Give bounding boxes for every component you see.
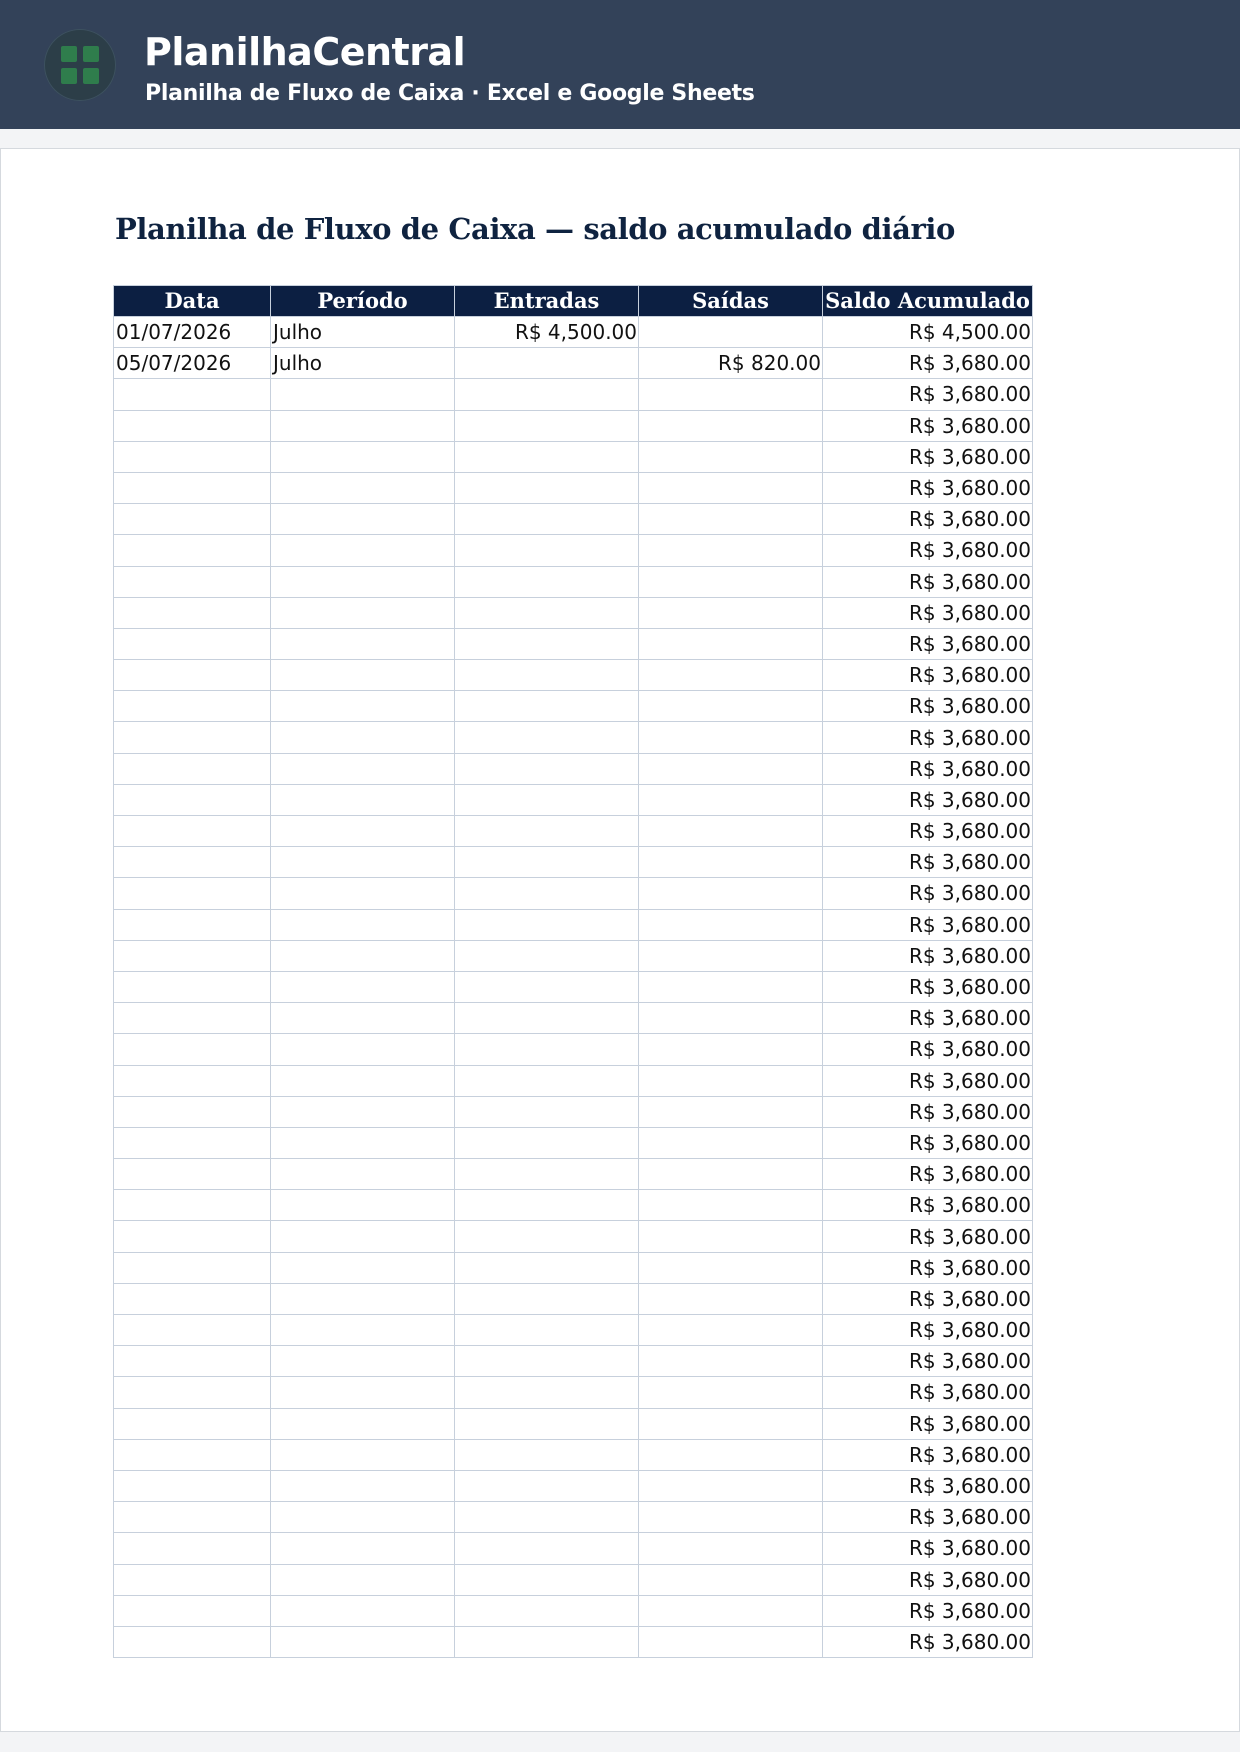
cell-saldo-acumulado[interactable]: R$ 3,680.00: [823, 1315, 1033, 1346]
cell-saidas[interactable]: [639, 1595, 823, 1626]
cell-saldo-acumulado[interactable]: R$ 3,680.00: [823, 1470, 1033, 1501]
cell-data[interactable]: [114, 1065, 271, 1096]
cell-saidas[interactable]: [639, 1626, 823, 1657]
cell-saldo-acumulado[interactable]: R$ 3,680.00: [823, 691, 1033, 722]
cell-periodo[interactable]: [271, 1221, 455, 1252]
cell-data[interactable]: [114, 472, 271, 503]
cell-saldo-acumulado[interactable]: R$ 3,680.00: [823, 472, 1033, 503]
cell-periodo[interactable]: [271, 504, 455, 535]
table-row: [114, 753, 1033, 784]
cell-data[interactable]: [114, 1315, 271, 1346]
table-row: [114, 317, 1033, 348]
cell-entradas[interactable]: [455, 1377, 639, 1408]
cell-periodo[interactable]: [271, 1034, 455, 1065]
cell-data[interactable]: [114, 1439, 271, 1470]
cell-data[interactable]: [114, 971, 271, 1002]
table-row: [114, 535, 1033, 566]
cell-periodo[interactable]: [271, 441, 455, 472]
cell-data[interactable]: [114, 1159, 271, 1190]
cell-saldo-acumulado[interactable]: R$ 3,680.00: [823, 441, 1033, 472]
cell-saidas[interactable]: [639, 784, 823, 815]
cell-saldo-acumulado[interactable]: R$ 3,680.00: [823, 1564, 1033, 1595]
table-row: [114, 1096, 1033, 1127]
cell-periodo[interactable]: [271, 1408, 455, 1439]
cell-periodo[interactable]: [271, 1502, 455, 1533]
cell-saldo-acumulado[interactable]: R$ 4,500.00: [823, 317, 1033, 348]
cell-saidas[interactable]: [639, 1159, 823, 1190]
cell-data[interactable]: [114, 1470, 271, 1501]
table-body: [114, 317, 1033, 1658]
cell-data[interactable]: [114, 1502, 271, 1533]
table-row: [114, 1283, 1033, 1314]
cell-saidas[interactable]: [639, 410, 823, 441]
cell-saldo-acumulado[interactable]: R$ 3,680.00: [823, 1408, 1033, 1439]
cell-periodo[interactable]: [271, 847, 455, 878]
cell-data[interactable]: [114, 1533, 271, 1564]
cell-saidas[interactable]: [639, 535, 823, 566]
cell-periodo[interactable]: [271, 1626, 455, 1657]
table-row: [114, 1626, 1033, 1657]
cell-saidas[interactable]: [639, 1533, 823, 1564]
cell-periodo[interactable]: [271, 816, 455, 847]
cell-entradas[interactable]: [455, 1408, 639, 1439]
cell-data[interactable]: [114, 784, 271, 815]
cell-data[interactable]: [114, 535, 271, 566]
cell-entradas[interactable]: [455, 1221, 639, 1252]
cell-entradas[interactable]: [455, 1470, 639, 1501]
cell-periodo[interactable]: [271, 1252, 455, 1283]
cell-periodo[interactable]: [271, 597, 455, 628]
cell-entradas[interactable]: [455, 1252, 639, 1283]
cell-entradas[interactable]: [455, 1034, 639, 1065]
cell-data[interactable]: [114, 909, 271, 940]
cell-periodo[interactable]: [271, 379, 455, 410]
cell-periodo[interactable]: [271, 1190, 455, 1221]
cell-entradas[interactable]: [455, 472, 639, 503]
cell-saidas[interactable]: [639, 566, 823, 597]
cell-entradas[interactable]: [455, 816, 639, 847]
cell-data[interactable]: [114, 1626, 271, 1657]
cell-saldo-acumulado[interactable]: R$ 3,680.00: [823, 1626, 1033, 1657]
cell-saidas[interactable]: [639, 940, 823, 971]
cell-saidas[interactable]: [639, 971, 823, 1002]
cell-saidas[interactable]: [639, 441, 823, 472]
table-row: [114, 504, 1033, 535]
cell-data[interactable]: [114, 660, 271, 691]
table-row: [114, 1377, 1033, 1408]
cell-entradas[interactable]: [455, 909, 639, 940]
table-row: [114, 1408, 1033, 1439]
cell-periodo[interactable]: [271, 691, 455, 722]
cell-periodo[interactable]: [271, 753, 455, 784]
cell-data[interactable]: [114, 691, 271, 722]
cell-saldo-acumulado[interactable]: R$ 3,680.00: [823, 753, 1033, 784]
cell-entradas[interactable]: [455, 784, 639, 815]
cell-saldo-acumulado[interactable]: R$ 3,680.00: [823, 1533, 1033, 1564]
cell-data[interactable]: [114, 847, 271, 878]
cell-saldo-acumulado[interactable]: R$ 3,680.00: [823, 660, 1033, 691]
cell-entradas[interactable]: [455, 1595, 639, 1626]
cell-entradas[interactable]: [455, 1502, 639, 1533]
cell-saldo-acumulado[interactable]: R$ 3,680.00: [823, 784, 1033, 815]
table-row: [114, 1252, 1033, 1283]
cell-saidas[interactable]: [639, 1065, 823, 1096]
cell-saidas[interactable]: [639, 1221, 823, 1252]
cell-entradas[interactable]: [455, 1439, 639, 1470]
table-row: [114, 1564, 1033, 1595]
table-row: [114, 878, 1033, 909]
table-row: [114, 909, 1033, 940]
cell-saidas[interactable]: [639, 1439, 823, 1470]
column-header-saldo-acumulado: Saldo Acumulado: [823, 286, 1033, 317]
brand-name: PlanilhaCentral: [144, 30, 466, 74]
cell-saldo-acumulado[interactable]: R$ 3,680.00: [823, 1346, 1033, 1377]
cell-data[interactable]: [114, 1127, 271, 1158]
cell-periodo[interactable]: [271, 628, 455, 659]
table-row: [114, 1221, 1033, 1252]
cell-periodo[interactable]: [271, 535, 455, 566]
table-row: [114, 660, 1033, 691]
table-row: [114, 379, 1033, 410]
cell-periodo[interactable]: [271, 1439, 455, 1470]
cell-periodo[interactable]: [271, 1315, 455, 1346]
cell-data[interactable]: [114, 1283, 271, 1314]
cell-entradas[interactable]: [455, 348, 639, 379]
cell-periodo[interactable]: [271, 1595, 455, 1626]
cell-periodo[interactable]: [271, 1159, 455, 1190]
table-row: [114, 472, 1033, 503]
cell-entradas[interactable]: [455, 847, 639, 878]
table-row: [114, 441, 1033, 472]
cell-entradas[interactable]: [455, 1159, 639, 1190]
cell-entradas[interactable]: [455, 1096, 639, 1127]
column-header-periodo: Período: [271, 286, 455, 317]
cell-data[interactable]: 05/07/2026: [114, 348, 271, 379]
cell-saidas[interactable]: [639, 1034, 823, 1065]
cell-saldo-acumulado[interactable]: R$ 3,680.00: [823, 410, 1033, 441]
cell-saidas[interactable]: [639, 1408, 823, 1439]
cell-periodo[interactable]: [271, 940, 455, 971]
table-header-row: [114, 286, 1033, 317]
cell-saldo-acumulado[interactable]: R$ 3,680.00: [823, 847, 1033, 878]
cell-saldo-acumulado[interactable]: R$ 3,680.00: [823, 379, 1033, 410]
cell-entradas[interactable]: [455, 722, 639, 753]
cell-data[interactable]: [114, 1252, 271, 1283]
cell-data[interactable]: [114, 410, 271, 441]
cell-periodo[interactable]: [271, 1065, 455, 1096]
cell-entradas[interactable]: [455, 971, 639, 1002]
cell-data[interactable]: [114, 1564, 271, 1595]
cell-saidas[interactable]: [639, 878, 823, 909]
table-row: [114, 1315, 1033, 1346]
cell-saidas[interactable]: [639, 1377, 823, 1408]
cell-periodo[interactable]: [271, 1470, 455, 1501]
table-row: [114, 1346, 1033, 1377]
cell-entradas[interactable]: [455, 1626, 639, 1657]
cell-periodo[interactable]: [271, 1564, 455, 1595]
cell-data[interactable]: [114, 566, 271, 597]
cell-saldo-acumulado[interactable]: R$ 3,680.00: [823, 1439, 1033, 1470]
cell-periodo[interactable]: Julho: [271, 317, 455, 348]
cell-saldo-acumulado[interactable]: R$ 3,680.00: [823, 1502, 1033, 1533]
column-header-saidas: Saídas: [639, 286, 823, 317]
cell-entradas[interactable]: [455, 878, 639, 909]
cell-saldo-acumulado[interactable]: R$ 3,680.00: [823, 878, 1033, 909]
cell-saidas[interactable]: R$ 820.00: [639, 348, 823, 379]
cell-entradas[interactable]: [455, 1283, 639, 1314]
column-header-data: Data: [114, 286, 271, 317]
cell-saldo-acumulado[interactable]: R$ 3,680.00: [823, 1252, 1033, 1283]
cell-saldo-acumulado[interactable]: R$ 3,680.00: [823, 1595, 1033, 1626]
cell-data[interactable]: [114, 1595, 271, 1626]
cell-periodo[interactable]: [271, 566, 455, 597]
cell-saidas[interactable]: [639, 1127, 823, 1158]
cell-saidas[interactable]: [639, 317, 823, 348]
cell-data[interactable]: [114, 1003, 271, 1034]
table-row: [114, 722, 1033, 753]
cell-saldo-acumulado[interactable]: R$ 3,680.00: [823, 566, 1033, 597]
cell-saldo-acumulado[interactable]: R$ 3,680.00: [823, 597, 1033, 628]
cell-periodo[interactable]: [271, 1127, 455, 1158]
cell-data[interactable]: [114, 628, 271, 659]
cell-periodo[interactable]: [271, 410, 455, 441]
cell-saidas[interactable]: [639, 1096, 823, 1127]
cell-entradas[interactable]: [455, 1346, 639, 1377]
table-row: [114, 971, 1033, 1002]
document-sheet: [0, 148, 1240, 1732]
cell-saidas[interactable]: [639, 1283, 823, 1314]
cell-entradas[interactable]: [455, 441, 639, 472]
cell-data[interactable]: [114, 1346, 271, 1377]
cell-saldo-acumulado[interactable]: R$ 3,680.00: [823, 628, 1033, 659]
cell-saidas[interactable]: [639, 472, 823, 503]
cell-periodo[interactable]: [271, 1346, 455, 1377]
cell-entradas[interactable]: [455, 1003, 639, 1034]
table-row: [114, 940, 1033, 971]
table-row: [114, 1034, 1033, 1065]
table-row: [114, 1439, 1033, 1470]
cell-periodo[interactable]: [271, 1533, 455, 1564]
cell-saldo-acumulado[interactable]: R$ 3,680.00: [823, 1159, 1033, 1190]
cell-saidas[interactable]: [639, 1003, 823, 1034]
cell-saidas[interactable]: [639, 660, 823, 691]
cell-entradas[interactable]: [455, 940, 639, 971]
cell-saldo-acumulado[interactable]: R$ 3,680.00: [823, 348, 1033, 379]
cell-entradas[interactable]: R$ 4,500.00: [455, 317, 639, 348]
cell-saidas[interactable]: [639, 1315, 823, 1346]
cell-entradas[interactable]: [455, 628, 639, 659]
cell-data[interactable]: [114, 1096, 271, 1127]
cell-data[interactable]: [114, 504, 271, 535]
cell-saldo-acumulado[interactable]: R$ 3,680.00: [823, 816, 1033, 847]
table-row: [114, 1065, 1033, 1096]
cell-saidas[interactable]: [639, 847, 823, 878]
cell-data[interactable]: [114, 441, 271, 472]
cell-data[interactable]: [114, 379, 271, 410]
cell-periodo[interactable]: [271, 472, 455, 503]
cell-saidas[interactable]: [639, 1252, 823, 1283]
cell-saldo-acumulado[interactable]: R$ 3,680.00: [823, 722, 1033, 753]
spreadsheet-grid-icon: [44, 29, 116, 101]
cell-entradas[interactable]: [455, 1564, 639, 1595]
cell-entradas[interactable]: [455, 660, 639, 691]
cell-saldo-acumulado[interactable]: R$ 3,680.00: [823, 1127, 1033, 1158]
cell-saldo-acumulado[interactable]: R$ 3,680.00: [823, 535, 1033, 566]
cell-data[interactable]: [114, 1034, 271, 1065]
cell-entradas[interactable]: [455, 379, 639, 410]
cell-entradas[interactable]: [455, 597, 639, 628]
top-header: [0, 0, 1240, 129]
table-row: [114, 1190, 1033, 1221]
cell-periodo[interactable]: [271, 660, 455, 691]
table-row: [114, 410, 1033, 441]
cell-entradas[interactable]: [455, 535, 639, 566]
cell-entradas[interactable]: [455, 691, 639, 722]
cell-entradas[interactable]: [455, 1533, 639, 1564]
cell-saidas[interactable]: [639, 1564, 823, 1595]
cell-saidas[interactable]: [639, 722, 823, 753]
table-row: [114, 348, 1033, 379]
cell-saldo-acumulado[interactable]: R$ 3,680.00: [823, 1377, 1033, 1408]
cell-entradas[interactable]: [455, 504, 639, 535]
cell-saidas[interactable]: [639, 1502, 823, 1533]
cell-periodo[interactable]: [271, 909, 455, 940]
cell-data[interactable]: [114, 1408, 271, 1439]
cash-flow-table: [113, 285, 1033, 1658]
cell-data[interactable]: [114, 816, 271, 847]
table-row: [114, 1159, 1033, 1190]
cell-data[interactable]: [114, 878, 271, 909]
cell-saidas[interactable]: [639, 1190, 823, 1221]
table-row: [114, 847, 1033, 878]
cell-periodo[interactable]: [271, 971, 455, 1002]
cell-saidas[interactable]: [639, 909, 823, 940]
document-title: Planilha de Fluxo de Caixa — saldo acumulado diário: [115, 212, 955, 246]
cell-saidas[interactable]: [639, 597, 823, 628]
cell-entradas[interactable]: [455, 566, 639, 597]
cell-entradas[interactable]: [455, 1127, 639, 1158]
table-row: [114, 1533, 1033, 1564]
cell-entradas[interactable]: [455, 410, 639, 441]
cell-saldo-acumulado[interactable]: R$ 3,680.00: [823, 1003, 1033, 1034]
table-row: [114, 1003, 1033, 1034]
table-row: [114, 691, 1033, 722]
cell-data[interactable]: [114, 1221, 271, 1252]
table-row: [114, 566, 1033, 597]
cell-periodo[interactable]: [271, 1003, 455, 1034]
header-subtitle: Planilha de Fluxo de Caixa · Excel e Google Sheets: [145, 81, 755, 106]
cell-saldo-acumulado[interactable]: R$ 3,680.00: [823, 909, 1033, 940]
cell-data[interactable]: [114, 940, 271, 971]
table-row: [114, 628, 1033, 659]
table-row: [114, 597, 1033, 628]
cell-entradas[interactable]: [455, 1065, 639, 1096]
cell-saldo-acumulado[interactable]: R$ 3,680.00: [823, 940, 1033, 971]
cell-saidas[interactable]: [639, 753, 823, 784]
cell-saldo-acumulado[interactable]: R$ 3,680.00: [823, 1034, 1033, 1065]
table-row: [114, 1127, 1033, 1158]
cell-saldo-acumulado[interactable]: R$ 3,680.00: [823, 504, 1033, 535]
cell-entradas[interactable]: [455, 1190, 639, 1221]
cell-entradas[interactable]: [455, 1315, 639, 1346]
cell-saidas[interactable]: [639, 379, 823, 410]
cell-periodo[interactable]: [271, 878, 455, 909]
cell-data[interactable]: [114, 722, 271, 753]
cell-periodo[interactable]: Julho: [271, 348, 455, 379]
cell-saldo-acumulado[interactable]: R$ 3,680.00: [823, 1096, 1033, 1127]
cell-saldo-acumulado[interactable]: R$ 3,680.00: [823, 1190, 1033, 1221]
cell-periodo[interactable]: [271, 722, 455, 753]
table-row: [114, 1595, 1033, 1626]
cell-entradas[interactable]: [455, 753, 639, 784]
cell-saidas[interactable]: [639, 628, 823, 659]
table-row: [114, 1502, 1033, 1533]
cell-data[interactable]: 01/07/2026: [114, 317, 271, 348]
cell-saldo-acumulado[interactable]: R$ 3,680.00: [823, 1221, 1033, 1252]
cell-periodo[interactable]: [271, 784, 455, 815]
cell-periodo[interactable]: [271, 1096, 455, 1127]
cell-periodo[interactable]: [271, 1283, 455, 1314]
cell-saidas[interactable]: [639, 816, 823, 847]
cell-periodo[interactable]: [271, 1377, 455, 1408]
cell-saidas[interactable]: [639, 1346, 823, 1377]
cell-saldo-acumulado[interactable]: R$ 3,680.00: [823, 971, 1033, 1002]
cell-saldo-acumulado[interactable]: R$ 3,680.00: [823, 1065, 1033, 1096]
cell-saidas[interactable]: [639, 1470, 823, 1501]
cell-saidas[interactable]: [639, 691, 823, 722]
cell-saidas[interactable]: [639, 504, 823, 535]
table-row: [114, 784, 1033, 815]
cell-data[interactable]: [114, 597, 271, 628]
cell-saldo-acumulado[interactable]: R$ 3,680.00: [823, 1283, 1033, 1314]
cell-data[interactable]: [114, 1190, 271, 1221]
cell-data[interactable]: [114, 753, 271, 784]
table-row: [114, 816, 1033, 847]
table-row: [114, 1470, 1033, 1501]
column-header-entradas: Entradas: [455, 286, 639, 317]
cell-data[interactable]: [114, 1377, 271, 1408]
